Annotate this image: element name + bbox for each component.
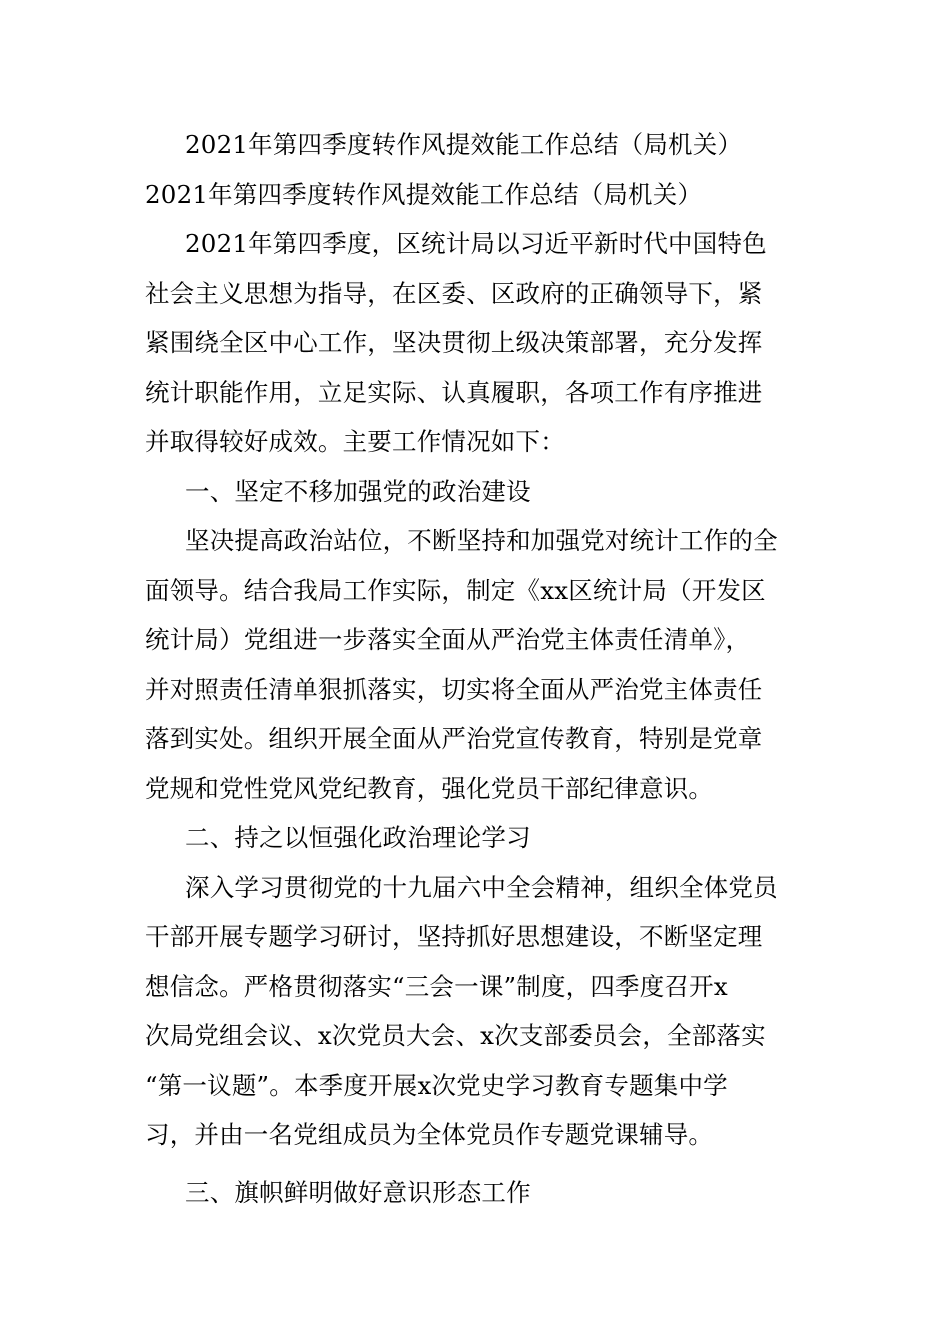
section-1-line: 党规和党性党风党纪教育，强化党员干部纪律意识。 [145,773,714,803]
intro-line: 紧围绕全区中心工作，坚决贯彻上级决策部署，充分发挥 [145,328,763,357]
section-1-line: 统计局）党组进一步落实全面从严治党主体责任清单》， [145,625,751,654]
document-subtitle: 2021年第四季度转作风提效能工作总结（局机关） [145,179,703,209]
section-1-line: 落到实处。组织开展全面从严治党宣传教育，特别是党章 [145,724,763,753]
intro-line: 统计职能作用，立足实际、认真履职，各项工作有序推进 [145,377,763,407]
document-body [145,130,810,1228]
section-1-line: 坚决提高政治站位，不断坚持和加强党对统计工作的全 [185,526,778,555]
intro-line: 2021年第四季度，区统计局以习近平新时代中国特色 [185,229,767,258]
section-heading-2: 二、持之以恒强化政治理论学习 [185,823,531,852]
document-title: 2021年第四季度转作风提效能工作总结（局机关） [185,130,743,159]
intro-line: 社会主义思想为指导，在区委、区政府的正确领导下，紧 [145,278,763,308]
section-1-line: 面领导。结合我局工作实际，制定《xx区统计局（开发区 [145,575,766,605]
section-heading-1: 一、坚定不移加强党的政治建设 [185,476,531,506]
section-1-line: 并对照责任清单狠抓落实，切实将全面从严治党主体责任 [145,674,763,704]
section-heading-3: 三、旗帜鲜明做好意识形态工作 [185,1178,531,1207]
section-2-line: 次局党组会议、x次党员大会、x次支部委员会，全部落实 [145,1021,766,1050]
intro-line: 并取得较好成效。主要工作情况如下： [145,427,565,456]
section-2-line: 想信念。严格贯彻落实“三会一课”制度，四季度召开x [145,971,728,1001]
section-2-line: 深入学习贯彻党的十九届六中全会精神，组织全体党员 [185,872,778,902]
section-2-line: 干部开展专题学习研讨，坚持抓好思想建设，不断坚定理 [145,922,763,951]
section-2-line: 习，并由一名党组成员为全体党员作专题党课辅导。 [145,1120,714,1149]
section-2-line: “第一议题”。本季度开展x次党史学习教育专题集中学 [145,1070,728,1100]
